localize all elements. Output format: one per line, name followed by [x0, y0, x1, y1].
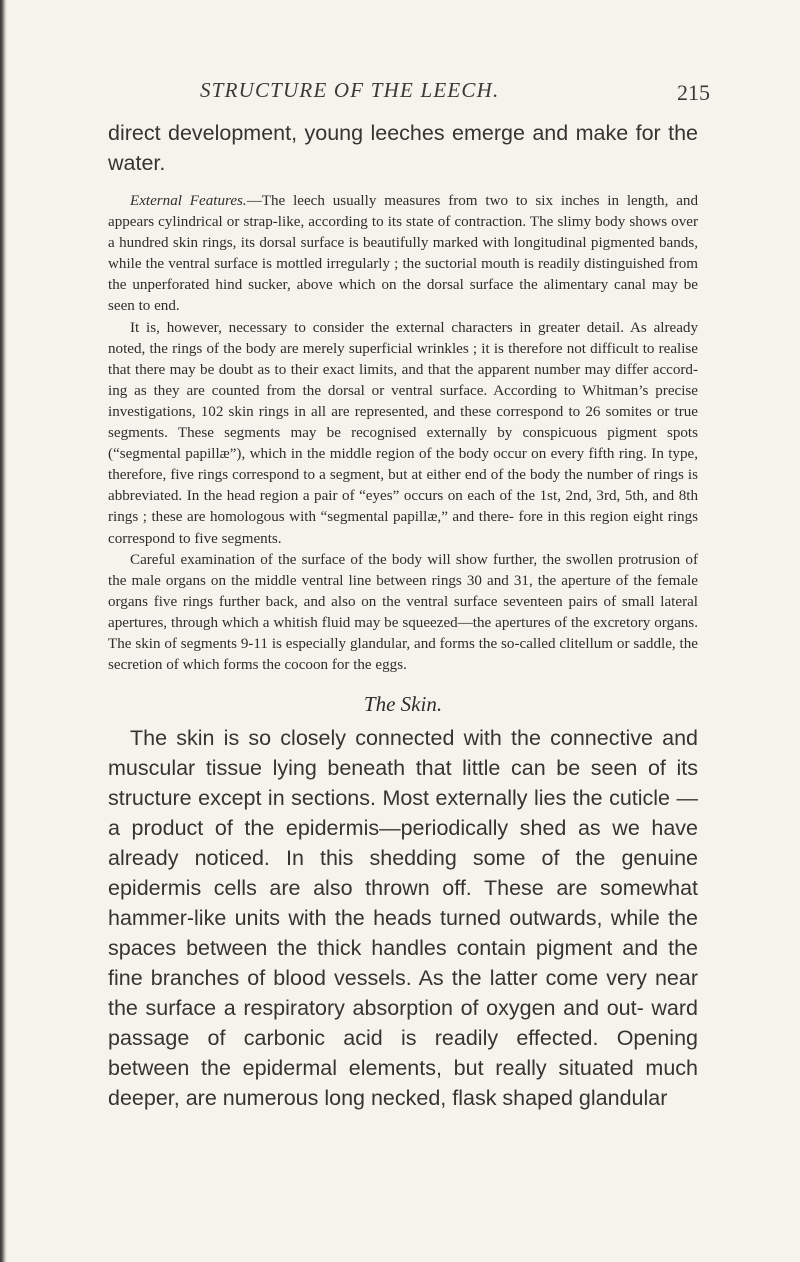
side-heading-external-features: External Features.: [130, 193, 247, 209]
book-page: [108, 78, 710, 1113]
skin-paragraph: The skin is so closely connected with the connective and muscular tissue lying beneath that little can be seen of its structure except in sections. Most externally lies the cuticle —a product of the epidermis—periodically shed as we have already noticed. In this shedding some of the genuine epidermis cells are also thrown off. These are somewhat hammer-like units with the heads turned outwards, while the spaces between the thick handles contain pigment and the fine branches of blood vessels. As the latter come very near the surface a respiratory absorption of oxygen and out- ward passage of carbonic acid is readily effected. Opening between the epidermal elements, but really situated much deeper, are numerous long necked, flask shaped glandular: [108, 726, 698, 1111]
section-title-skin: The Skin.: [363, 692, 443, 717]
external-features-section: [108, 191, 698, 676]
binding-edge: [0, 0, 7, 1262]
running-head: [108, 78, 710, 118]
external-features-paragraph-2: It is, however, necessary to consider the external characters in greater detail. As already noted, the rings of the body are merely superficial wrinkles ; it is therefore not difficult to realise that there may be doubt as to their exact limits, and that the apparent number may differ accord- ing as they are counted from the dorsal or ventral surface. According to Whitman’s precise investigations, 102 skin rings in all are represented, and these correspond to 26 somites or true segments. These segments may be recognised externally by conspicuous pigment spots (“segmental papillæ”), which in the middle region of the body occur on every fifth ring. In type, therefore, five rings correspond to a segment, but at either end of the body the number of rings is abbreviated. In the head region a pair of “eyes” occurs on each of the 1st, 2nd, 3rd, 5th, and 8th rings ; these are homologous with “segmental papillæ,” and there- fore in this region eight rings correspond to five segments.: [108, 319, 698, 547]
external-features-paragraph-1: [108, 191, 698, 318]
opening-paragraph: direct development, young leeches emerge and make for the water.: [108, 121, 698, 175]
external-features-paragraph-1-text: —The leech usually measures from two to six inches in length, and appears cylindrical or strap-like, according to its state of contraction. The slimy body shows over a hundred skin rings, its dorsal surface is beautifully marked with longitudinal pigmented bands, while the ventral surface is mottled irregularly ; the suctorial mouth is readily distinguished from the unperforated hind sucker, above which on the dorsal surface the alimentary canal may be seen to end.: [108, 193, 698, 315]
page-number: 215: [677, 80, 710, 105]
external-features-paragraph-3: Careful examination of the surface of the body will show further, the swollen protrusion of the male organs on the middle ventral line between rings 30 and 31, the aperture of the female organs five rings further back, and also on the ventral surface seventeen pairs of small lateral apertures, through which a whitish fluid may be squeezed—the apertures of the excretory organs. The skin of segments 9-11 is especially glandular, and forms the so-called clitellum or saddle, the secretion of which forms the cocoon for the eggs.: [108, 551, 698, 674]
running-title: STRUCTURE OF THE LEECH.: [200, 78, 500, 102]
